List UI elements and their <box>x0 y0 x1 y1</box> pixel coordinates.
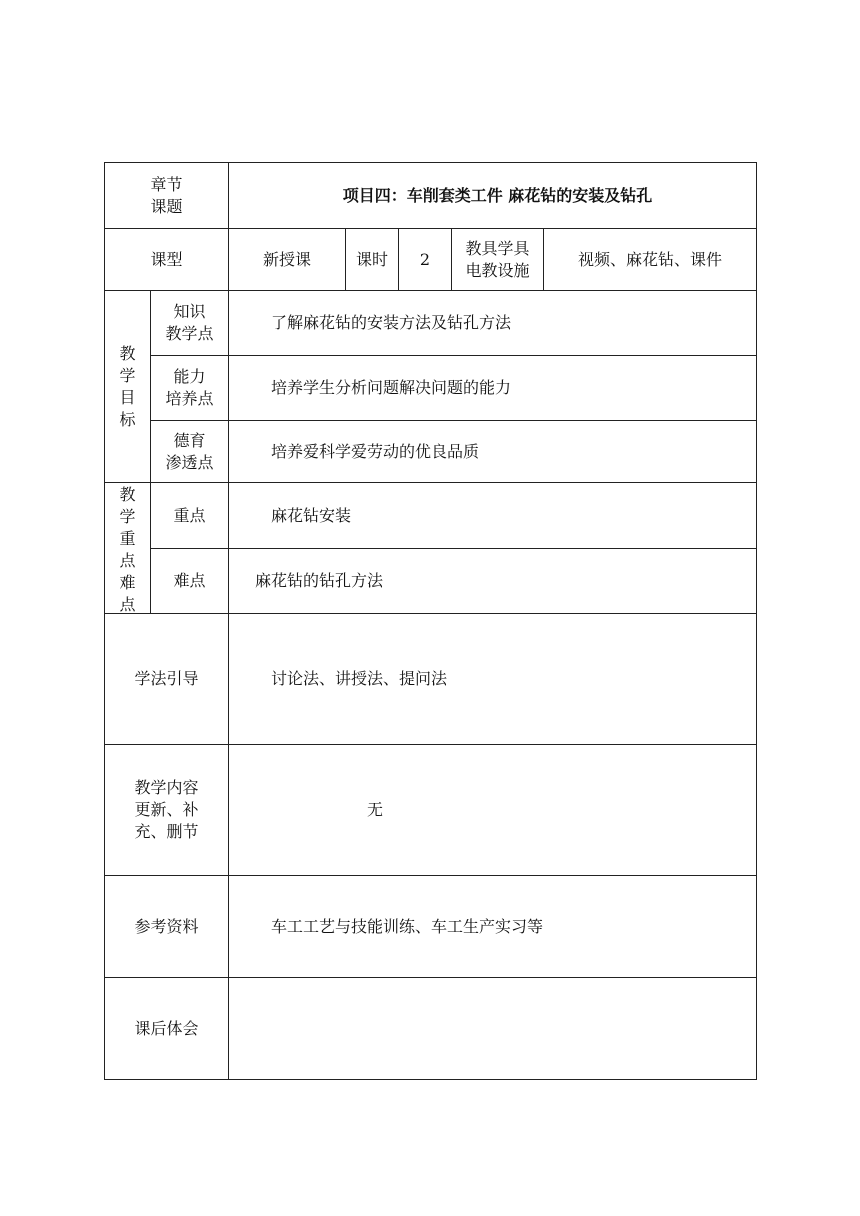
objective-value-moral: 培养爱科学爱劳动的优良品质 <box>229 421 757 483</box>
updates-value-cell <box>229 745 757 876</box>
references-row <box>105 876 757 978</box>
key-point-row <box>105 483 757 549</box>
references-value: 车工工艺与技能训练、车工生产实习等 <box>229 876 757 978</box>
lesson-hours-label: 课时 <box>346 229 399 291</box>
key-point-value: 麻花钻安装 <box>229 483 757 549</box>
difficult-point-value: 麻花钻的钻孔方法 <box>229 549 757 614</box>
lesson-type-label: 课型 <box>105 229 229 291</box>
updates-row <box>105 745 757 876</box>
chapter-row <box>105 163 757 229</box>
equipment-label-line1: 教具学具 <box>465 238 530 258</box>
method-label: 学法引导 <box>105 614 229 745</box>
method-row <box>105 614 757 745</box>
key-points-group-label: 教 学 重 点 难 点 <box>105 483 151 614</box>
reflection-value <box>229 978 757 1080</box>
difficult-point-label: 难点 <box>151 549 229 614</box>
objective-row-ability <box>105 356 757 421</box>
objective-value-ability: 培养学生分析问题解决问题的能力 <box>229 356 757 421</box>
updates-value: 无 <box>367 800 384 819</box>
equipment-label-line2: 电教设施 <box>465 260 530 280</box>
chapter-label-line1: 章节 <box>150 174 183 194</box>
lesson-title: 项目四：车削套类工件 麻花钻的安装及钻孔 <box>229 163 757 229</box>
chapter-label-cell <box>105 163 229 229</box>
lesson-plan-table <box>104 162 757 1080</box>
reflection-label: 课后体会 <box>105 978 229 1080</box>
references-label: 参考资料 <box>105 876 229 978</box>
equipment-value: 视频、麻花钻、课件 <box>544 229 757 291</box>
updates-label-cell: 教学内容 更新、补 充、删节 <box>105 745 229 876</box>
objectives-group-label: 教 学 目 标 <box>105 291 151 483</box>
method-value: 讨论法、讲授法、提问法 <box>229 614 757 745</box>
objective-row-knowledge <box>105 291 757 356</box>
equipment-label-cell <box>452 229 544 291</box>
objective-label-moral: 德育 渗透点 <box>151 421 229 483</box>
lesson-hours-value: 2 <box>399 229 452 291</box>
objective-value-knowledge: 了解麻花钻的安装方法及钻孔方法 <box>229 291 757 356</box>
objective-label-ability: 能力 培养点 <box>151 356 229 421</box>
difficult-point-row <box>105 549 757 614</box>
chapter-label-line2: 课题 <box>150 196 183 216</box>
lesson-type-value: 新授课 <box>229 229 346 291</box>
key-point-label: 重点 <box>151 483 229 549</box>
reflection-row <box>105 978 757 1080</box>
objective-row-moral <box>105 421 757 483</box>
lesson-info-row <box>105 229 757 291</box>
objective-label-knowledge: 知识 教学点 <box>151 291 229 356</box>
